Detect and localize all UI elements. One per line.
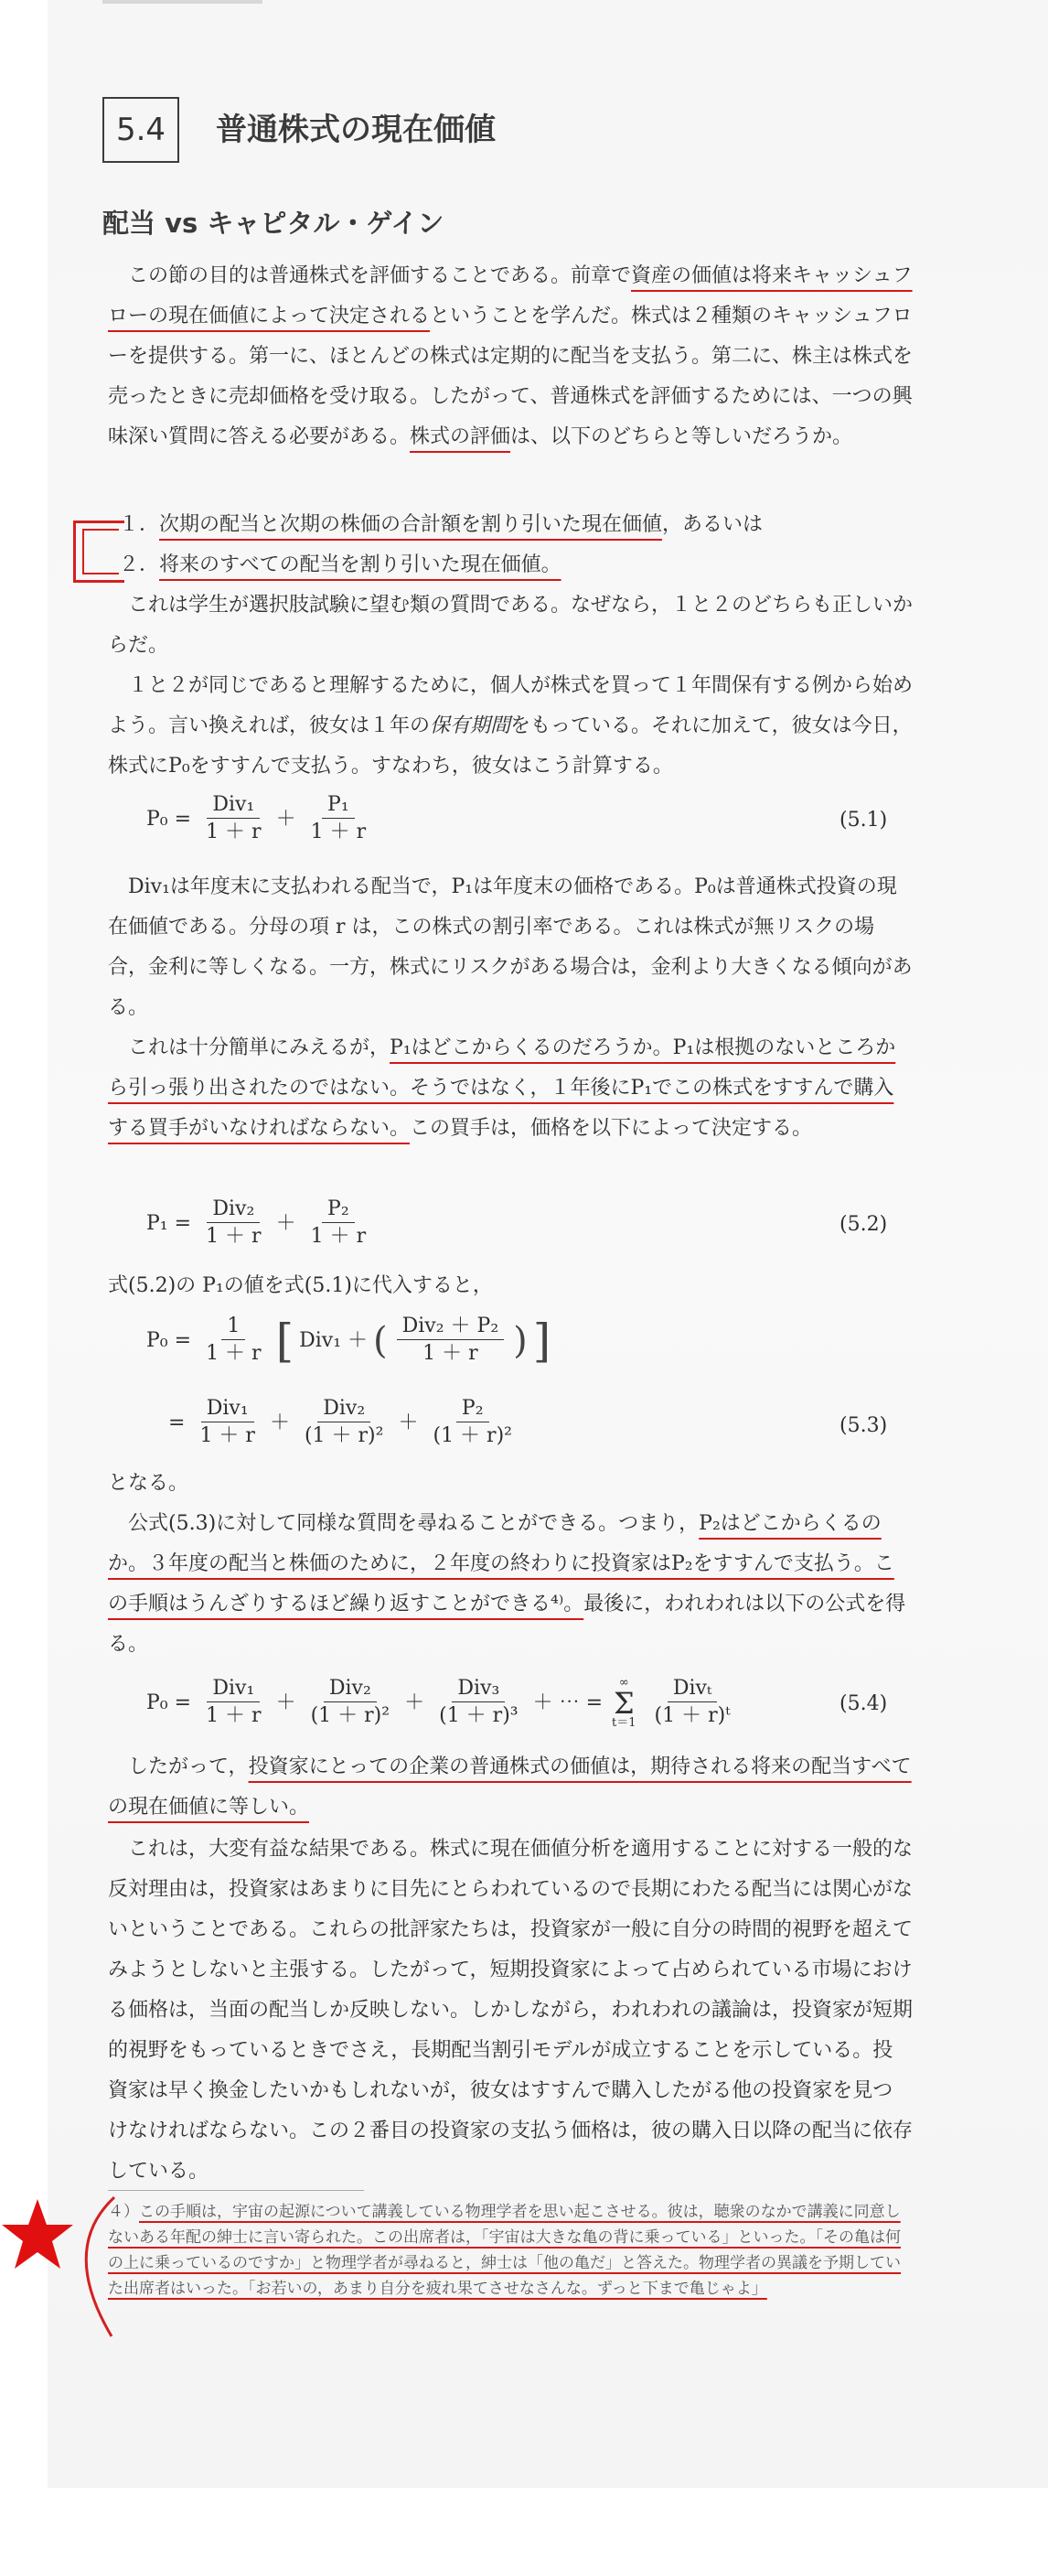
text-span: これは十分簡単にみえるが， <box>128 1036 390 1059</box>
paragraph-5 <box>108 1028 913 1149</box>
equation-number: (5.3) <box>839 1414 888 1437</box>
eq-lhs: = <box>168 1411 186 1434</box>
eq-lhs: P₁ = <box>146 1211 192 1235</box>
paragraph-7: となる。 <box>108 1472 189 1495</box>
close-bracket: ] <box>532 1314 551 1368</box>
fraction <box>649 1676 736 1730</box>
text-span: この節の目的は普通株式を評価することである。前章で <box>128 264 632 287</box>
denominator: 1 ＋ r <box>310 1225 367 1248</box>
equation-5-3-line1 <box>146 1314 551 1368</box>
underlined-text: 投資家にとっての企業の普通株式の価値は，期待される将来の配当すべての現在価値に等しい。 <box>108 1755 912 1819</box>
numerator: Div₂ <box>324 1676 377 1702</box>
list-item-2 <box>119 545 561 585</box>
symbol-p0: P₀ <box>168 755 190 778</box>
close-paren: ) <box>513 1319 528 1362</box>
numerator: P₁ <box>322 792 355 819</box>
numerator: Div₁ <box>207 792 260 819</box>
numerator: Div₃ <box>452 1676 505 1702</box>
text-span: １と２が同じであると理解するために，個人が株式を買って１年間保有する例から始めよう。言い換えれば，彼女は１年の <box>108 674 914 737</box>
numerator: Div₂ ＋ P₂ <box>397 1314 505 1340</box>
equation-5-4 <box>146 1676 740 1730</box>
fraction <box>299 1396 390 1450</box>
sum-upper-limit: ∞ <box>618 1675 629 1690</box>
text-span: ということを学んだ。株式は２種類のキャッシュフローを提供する。第一に、ほとんどの株式は定期的に配当を支払う。第二に、株主は株式を売ったときに売却価格を受け取る。したがって、普通株式を評価するためには、一つの興味深い質問に答える必要がある。 <box>108 305 914 448</box>
plus-sign: ＋ <box>398 1411 419 1434</box>
section-number: 5.4 <box>102 97 179 163</box>
denominator: 1 ＋ r <box>310 821 367 843</box>
equation-number: (5.4) <box>839 1692 888 1715</box>
numerator: Div₁ <box>207 1676 260 1702</box>
text-span: したがって， <box>128 1755 249 1778</box>
plus-sign: ＋ <box>275 807 296 831</box>
underlined-text: 将来のすべての配当を割り引いた現在価値。 <box>159 553 561 576</box>
list-number: １． <box>119 513 160 536</box>
text-span: 最後に，われわれは以下の公式を得る。 <box>108 1593 906 1656</box>
equation-number: (5.2) <box>839 1213 888 1236</box>
open-bracket: [ <box>275 1314 294 1368</box>
equation-number: (5.1) <box>839 809 888 832</box>
equation-5-3-line2 <box>168 1396 521 1450</box>
numerator: P₂ <box>322 1197 355 1223</box>
denominator: (1 ＋ r)ᵗ <box>654 1704 731 1727</box>
plus-sign: ＋ <box>269 1411 290 1434</box>
fraction <box>200 1676 267 1730</box>
text-span: は、以下のどちらと等しいだろうか。 <box>510 425 853 448</box>
denominator: (1 ＋ r)² <box>433 1424 512 1447</box>
list-number: ２． <box>119 553 160 576</box>
ellipsis-equals: ＋ ⋯ = <box>532 1690 604 1714</box>
denominator: 1 ＋ r <box>206 821 262 843</box>
footnote-mark: ４） <box>108 2203 139 2221</box>
fraction <box>200 792 267 846</box>
fraction <box>305 792 372 846</box>
paragraph-3 <box>108 666 913 787</box>
fraction <box>305 1676 396 1730</box>
sum-lower-limit: t＝1 <box>612 1715 636 1730</box>
numerator: P₂ <box>456 1396 489 1422</box>
underlined-text: この手順は，宇宙の起源について講義している物理学者を思い起こさせる。彼は，聴衆のなかで講義に同意しないある年配の紳士に言い寄られた。この出席者は，「宇宙は大きな亀の背に乗っている」といった。「その亀は何の上に乗っているのですか」と物理学者が尋ねると，紳士は「他の亀だ」と答えた。物理学者の異議を予期していた出席者はいった。「お若いの，あまり自分を疲れ果てさせなさんな。ずっと下まで亀じゃよ」 <box>108 2203 901 2298</box>
denominator: 1 ＋ r <box>422 1342 478 1365</box>
underlined-text: 次期の配当と次期の株価の合計額を割り引いた現在価値 <box>159 513 663 536</box>
numerator: Div₂ <box>207 1197 260 1223</box>
paragraph-2: これは学生が選択肢試験に望む類の質問である。なぜなら，１と２のどちらも正しいからだ。 <box>108 594 914 657</box>
denominator: 1 ＋ r <box>206 1342 262 1365</box>
footnote-4 <box>108 2199 913 2302</box>
plus-sign: ＋ <box>275 1211 296 1235</box>
summation-sign <box>612 1677 636 1730</box>
underlined-text: 株式の評価 <box>410 425 511 448</box>
denominator: 1 ＋ r <box>199 1424 255 1447</box>
inner-term: Div₁ ＋ <box>299 1328 369 1352</box>
sigma-symbol: Σ <box>613 1685 635 1721</box>
red-bracket-annotation-inner <box>82 529 119 574</box>
italic-term: 保有期間 <box>430 714 511 737</box>
paragraph-4: Div₁は年度末に支払われる配当で，P₁は年度末の価格である。P₀は普通株式投資の現在価値である。分母の項 r は，この株式の割引率である。これは株式が無リスクの場合，金利に等しくなる。一方，株式にリスクがある場合は，金利より大きくなる傾向がある。 <box>108 875 913 1019</box>
paragraph-intro <box>108 256 913 457</box>
numerator: 1 <box>221 1314 245 1340</box>
denominator: 1 ＋ r <box>206 1225 262 1248</box>
section-title: 普通株式の現在価値 <box>216 112 496 148</box>
eq-lhs: P₀ = <box>146 807 192 831</box>
footnote-rule <box>108 2190 364 2191</box>
text-span: をもっている。それに加えて，彼女は今日，株式に <box>108 714 913 778</box>
denominator: (1 ＋ r)³ <box>439 1704 519 1727</box>
numerator: Div₁ <box>201 1396 254 1422</box>
numerator: Div₂ <box>317 1396 370 1422</box>
underlined-text: P₁はどこからくるのだろうか。P₁は根拠のないところから引っ張り出されたのではない。そうではなく，１年後にP₁でこの株式をすすんで購入する買手がいなければならない。 <box>108 1036 896 1140</box>
paragraph-10: これは，大変有益な結果である。株式に現在価値分析を適用することに対する一般的な反対理由は，投資家はあまりに目先にとらわれているので長期にわたる配当には関心がないということである。これらの批評家たちは，投資家が一般に自分の時間的視野を超えてみようとしないと主張する。したがって，短期投資家によって占められている市場における価格は，当面の配当しか反映しない。しかしながら，われわれの議論は，投資家が短期的視野をもっているときでさえ，長期配当割引モデルが成立することを示している。投資家は早く換金したいかもしれないが，彼女はすすんで購入したがる他の投資家を見つけなければならない。この２番目の投資家の支払う価格は，彼の購入日以降の配当に依存している。 <box>108 1838 914 2183</box>
fraction <box>427 1396 518 1450</box>
denominator: 1 ＋ r <box>206 1704 262 1727</box>
subheading: 配当 vs キャピタル・ゲイン <box>102 208 444 239</box>
eq-lhs: P₀ = <box>146 1690 192 1714</box>
text-span: ，あるいは <box>662 513 764 536</box>
paragraph-8 <box>108 1504 913 1665</box>
fraction <box>200 1197 267 1250</box>
equation-5-2 <box>146 1197 375 1250</box>
red-arc-annotation <box>64 2194 119 2340</box>
top-rule <box>102 0 262 4</box>
fraction <box>200 1314 267 1368</box>
list-item-1 <box>119 505 763 545</box>
plus-sign: ＋ <box>275 1690 296 1714</box>
fraction <box>305 1197 372 1250</box>
text-span: をすすんで支払う。すなわち，彼女はこう計算する。 <box>189 755 673 778</box>
paragraph-9 <box>108 1747 913 1828</box>
eq-lhs: P₀ = <box>146 1328 192 1352</box>
plus-sign: ＋ <box>404 1690 425 1714</box>
numerator: Divₜ <box>668 1676 718 1702</box>
open-paren: ( <box>373 1319 388 1362</box>
equation-5-1 <box>146 792 375 846</box>
text-span: この買手は，価格を以下によって決定する。 <box>410 1117 813 1140</box>
fraction <box>433 1676 524 1730</box>
fraction <box>397 1314 505 1368</box>
underlined-text: 資産の価値は将来キャッシュフローの現在価値によって決定される <box>108 264 913 327</box>
denominator: (1 ＋ r)² <box>304 1424 384 1447</box>
text-span: 公式(5.3)に対して同様な質問を尋ねることができる。つまり， <box>128 1512 700 1535</box>
fraction <box>194 1396 261 1450</box>
denominator: (1 ＋ r)² <box>310 1704 390 1727</box>
underlined-text: P₂はどこからくるのか。３年度の配当と株価のために，２年度の終わりに投資家はP₂をすすんで支払う。この手順はうんざりするほど繰り返すことができる⁴⁾。 <box>108 1512 894 1615</box>
paragraph-6: 式(5.2)の P₁の値を式(5.1)に代入すると， <box>108 1274 493 1297</box>
